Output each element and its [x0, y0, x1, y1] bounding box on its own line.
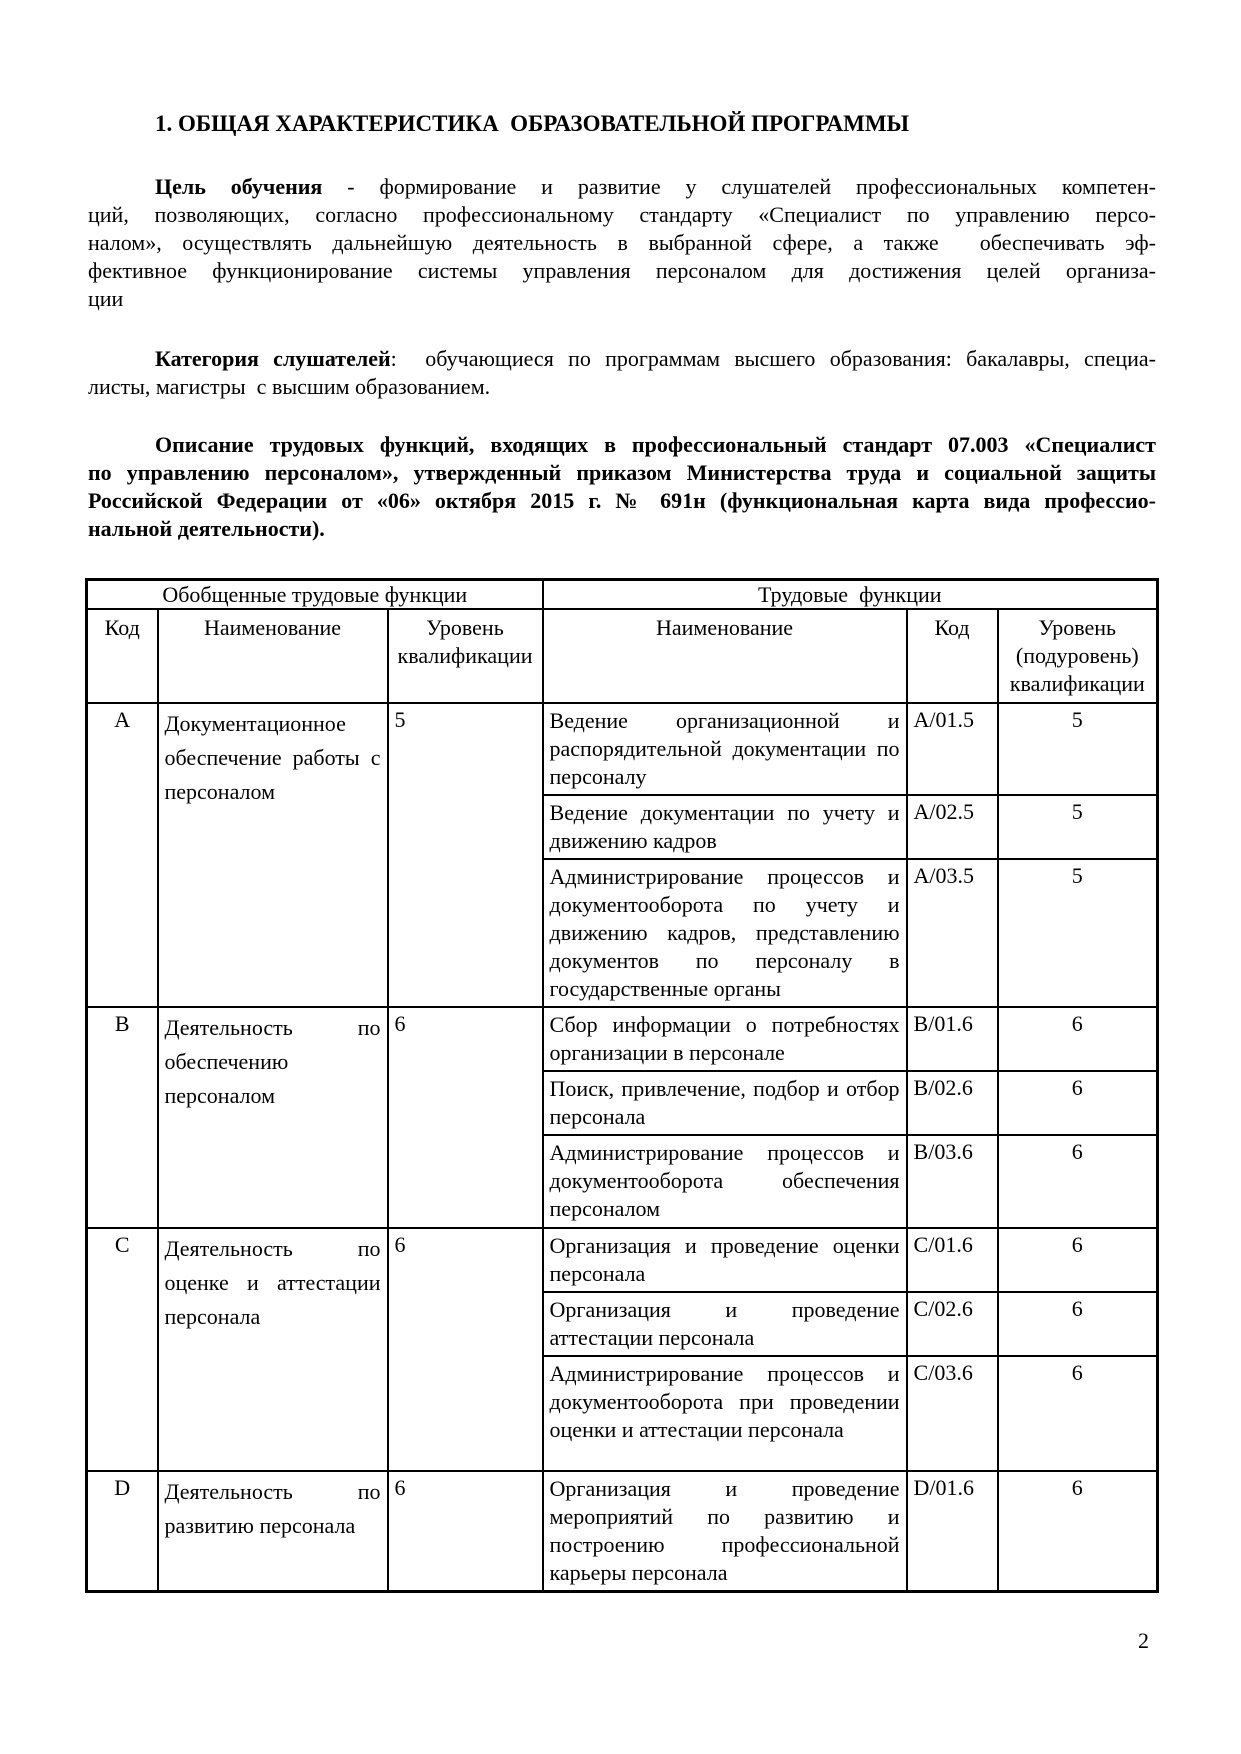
text-line: Описание трудовых функций, входящих в профессиональный стандарт 07.003 «Специалист [155, 432, 1156, 457]
tf-code-cell: C/02.6 [907, 1292, 998, 1356]
gtf-code-cell: A [87, 703, 158, 1007]
tf-code-cell: A/01.5 [907, 703, 998, 795]
table-group-header-row [87, 580, 1158, 610]
tf-code-cell: A/03.5 [907, 859, 998, 1007]
text-line: налом», осуществлять дальнейшую деятельность в выбранной сфере, а также обеспечивать эф- [88, 230, 1156, 255]
document-content [88, 110, 1156, 1593]
col-header-func-level: Уровень (подуровень) квалификации [998, 609, 1158, 703]
gtf-level-cell: 5 [388, 703, 543, 1007]
tf-level-cell: 6 [998, 1292, 1158, 1356]
col-header-func-code: Код [907, 609, 998, 703]
gtf-code-cell: B [87, 1007, 158, 1228]
tf-name-cell: Ведение документации по учету и движению кадров [543, 795, 907, 859]
tf-code-cell: A/02.5 [907, 795, 998, 859]
tf-level-cell: 5 [998, 703, 1158, 795]
gtf-code-cell: C [87, 1228, 158, 1471]
tf-code-cell: B/03.6 [907, 1135, 998, 1228]
gtf-name-cell: Деятельность по развитию персонала [158, 1471, 388, 1592]
text-line: ций, позволяющих, согласно профессиональному стандарту «Специалист по управлению персо- [88, 202, 1156, 227]
table-row [87, 1471, 1158, 1592]
tf-level-cell: 6 [998, 1471, 1158, 1592]
col-header-func-name: Наименование [543, 609, 907, 703]
tf-code-cell: B/02.6 [907, 1071, 998, 1135]
tf-name-cell: Организация и проведение аттестации персонала [543, 1292, 907, 1356]
gtf-level-cell: 6 [388, 1007, 543, 1228]
paragraph [88, 173, 1156, 313]
text-line: Российской Федерации от «06» октября 2015 г. № 691н (функциональная карта вида профессио- [88, 488, 1156, 513]
tf-name-cell: Организация и проведение оценки персонала [543, 1228, 907, 1292]
tf-name-cell: Сбор информации о потребностях организации в персонале [543, 1007, 907, 1071]
text-line: ции [88, 286, 124, 311]
col-header-code: Код [87, 609, 158, 703]
tf-level-cell: 5 [998, 859, 1158, 1007]
tf-name-cell: Поиск, привлечение, подбор и отбор персонала [543, 1071, 907, 1135]
tf-name-cell: Администрирование процессов и документооборота по учету и движению кадров, представлению документов по персоналу в государственные органы [543, 859, 907, 1007]
paragraph-lead: Категория слушателей [155, 346, 391, 371]
tf-level-cell: 5 [998, 795, 1158, 859]
text-line: Категория слушателей: обучающиеся по программам высшего образования: бакалавры, специа- [155, 346, 1156, 371]
col-header-level: Уровень квалификации [388, 609, 543, 703]
paragraph [88, 345, 1156, 401]
gtf-name-cell: Деятельность по оценке и аттестации персонала [158, 1228, 388, 1471]
table-body [87, 580, 1158, 1592]
text-line: листы, магистры с высшим образованием. [88, 374, 491, 399]
page-number: 2 [1138, 1628, 1149, 1653]
table-column-header-row [87, 609, 1158, 703]
paragraphs [88, 173, 1156, 543]
group-header-functions: Трудовые функции [543, 580, 1158, 610]
table-row [87, 1007, 1158, 1071]
tf-code-cell: B/01.6 [907, 1007, 998, 1071]
group-header-generalized: Обобщенные трудовые функции [87, 580, 543, 610]
gtf-level-cell: 6 [388, 1228, 543, 1471]
tf-level-cell: 6 [998, 1228, 1158, 1292]
tf-level-cell: 6 [998, 1356, 1158, 1471]
tf-code-cell: D/01.6 [907, 1471, 998, 1592]
table-row [87, 703, 1158, 795]
tf-name-cell: Администрирование процессов и документооборота обеспечения персоналом [543, 1135, 907, 1228]
gtf-name-cell: Деятельность по обеспечению персоналом [158, 1007, 388, 1228]
paragraph-lead: Цель обучения [155, 174, 323, 199]
page-title: 1. ОБЩАЯ ХАРАКТЕРИСТИКА ОБРАЗОВАТЕЛЬНОЙ ПРОГРАММЫ [155, 111, 910, 136]
text-line: фективное функционирование системы управления персоналом для достижения целей организа- [88, 258, 1156, 283]
tf-level-cell: 6 [998, 1071, 1158, 1135]
gtf-name-cell: Документационное обеспечение работы с персоналом [158, 703, 388, 1007]
tf-level-cell: 6 [998, 1135, 1158, 1228]
gtf-level-cell: 6 [388, 1471, 543, 1592]
text-line: Цель обучения - формирование и развитие у слушателей профессиональных компетен- [155, 174, 1156, 199]
gtf-code-cell: D [87, 1471, 158, 1592]
tf-code-cell: C/01.6 [907, 1228, 998, 1292]
col-header-name: Наименование [158, 609, 388, 703]
tf-code-cell: C/03.6 [907, 1356, 998, 1471]
tf-name-cell: Ведение организационной и распорядительной документации по персоналу [543, 703, 907, 795]
text-line: по управлению персоналом», утвержденный приказом Министерства труда и социальной защиты [88, 460, 1156, 485]
tf-name-cell: Организация и проведение мероприятий по развитию и построению профессиональной карьеры персонала [543, 1471, 907, 1592]
table-row [87, 1228, 1158, 1292]
paragraph [88, 431, 1156, 543]
labor-functions-table [85, 578, 1159, 1593]
tf-level-cell: 6 [998, 1007, 1158, 1071]
text-line: нальной деятельности). [88, 516, 325, 541]
tf-name-cell: Администрирование процессов и документооборота при проведении оценки и аттестации персонала [543, 1356, 907, 1471]
